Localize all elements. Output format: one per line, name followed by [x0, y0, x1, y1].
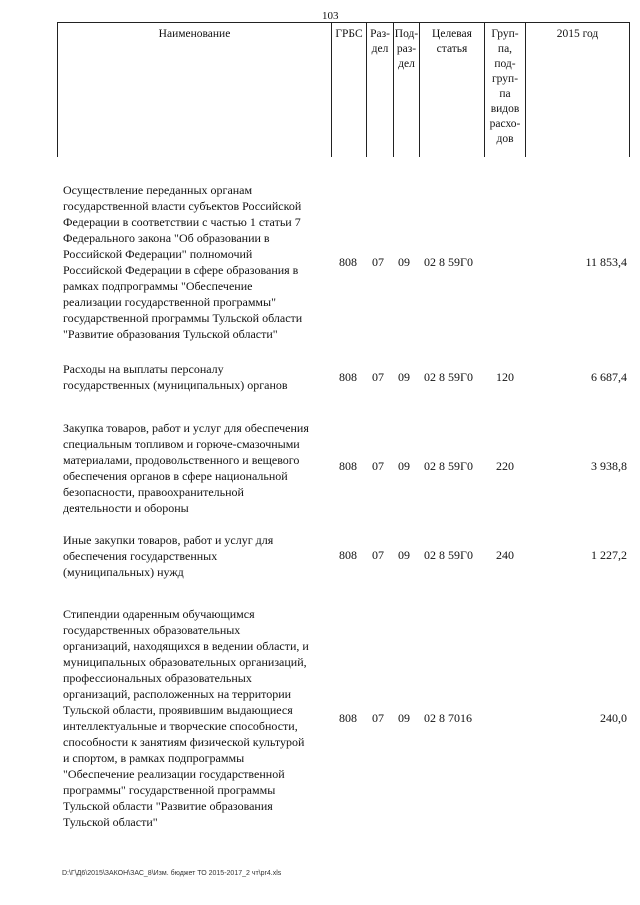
row-podrazdel: 09	[398, 548, 410, 562]
row-podrazdel: 09	[398, 711, 410, 725]
row-grbs: 808	[339, 548, 357, 562]
row-target: 02 8 59Г0	[424, 255, 473, 269]
header-group: Груп- па, под- груп- па видов расхо- дов	[485, 23, 526, 157]
row-amount: 240,0	[600, 711, 627, 725]
row-podrazdel: 09	[398, 459, 410, 473]
header-grbs: ГРБС	[332, 23, 367, 157]
row-grbs: 808	[339, 711, 357, 725]
row-grbs: 808	[339, 370, 357, 384]
row-target: 02 8 59Г0	[424, 548, 473, 562]
header-year: 2015 год	[556, 28, 599, 40]
row-name: Стипендии одаренным обучающимся государственных образовательных организаций, находящихся в ведении области, и муниципальных образовательных организаций, профессиональных образовательных организаций, расположенных на территории Тульской области, проявившим выдающиеся интеллектуальные и творческие способности, способности к занятиям физической культурой и спортом, в рамках подпрограммы "Обеспечение реализации государственной программы" государственной программы Тульской области "Развитие образования Тульской области"	[63, 607, 309, 829]
row-razdel: 07	[372, 370, 384, 384]
row-amount: 11 853,4	[585, 255, 627, 269]
row-razdel: 07	[372, 459, 384, 473]
row-razdel: 07	[372, 548, 384, 562]
row-target: 02 8 59Г0	[424, 370, 473, 384]
row-name: Осуществление переданных органам государственной власти субъектов Российской Федерации в соответствии с частью 1 статьи 7 Федерального закона "Об образовании в Российской Федерации" полномочий Российской Федерации в сфере образования в рамках подпрограммы "Обеспечение реализации государственной программы" государственной программы Тульской области "Развитие образования Тульской области"	[63, 183, 303, 341]
row-target: 02 8 7016	[424, 711, 472, 725]
row-group: 120	[496, 370, 514, 384]
row-amount: 3 938,8	[591, 459, 627, 473]
file-path-footer: D:\Г\Д6\2015\ЗАКОН\ЗАС_8\Изм. бюджет ТО 2015-2017_2 чт\pr4.xls	[62, 870, 282, 877]
row-razdel: 07	[372, 255, 384, 269]
header-razdel: Раз- дел	[367, 23, 394, 157]
row-grbs: 808	[339, 459, 357, 473]
header-target: Целевая статья	[420, 23, 485, 157]
table-header	[57, 22, 630, 157]
row-name: Расходы на выплаты персоналу государственных (муниципальных) органов	[63, 362, 288, 392]
row-razdel: 07	[372, 711, 384, 725]
row-target: 02 8 59Г0	[424, 459, 473, 473]
row-amount: 1 227,2	[591, 548, 627, 562]
row-amount: 6 687,4	[591, 370, 627, 384]
row-grbs: 808	[339, 255, 357, 269]
row-name: Закупка товаров, работ и услуг для обеспечения специальным топливом и горюче-смазочными материалами, продовольственного и вещевого обеспечения органов в сфере национальной безопасности, правоохранительной деятельности и обороны	[63, 421, 309, 515]
row-name: Иные закупки товаров, работ и услуг для обеспечения государственных (муниципальных) нужд	[63, 533, 274, 579]
header-name: Наименование	[58, 23, 332, 157]
page-number: 103	[322, 10, 339, 22]
row-podrazdel: 09	[398, 255, 410, 269]
row-podrazdel: 09	[398, 370, 410, 384]
row-group: 240	[496, 548, 514, 562]
header-podrazdel: Под- раз- дел	[394, 23, 420, 157]
row-group: 220	[496, 459, 514, 473]
